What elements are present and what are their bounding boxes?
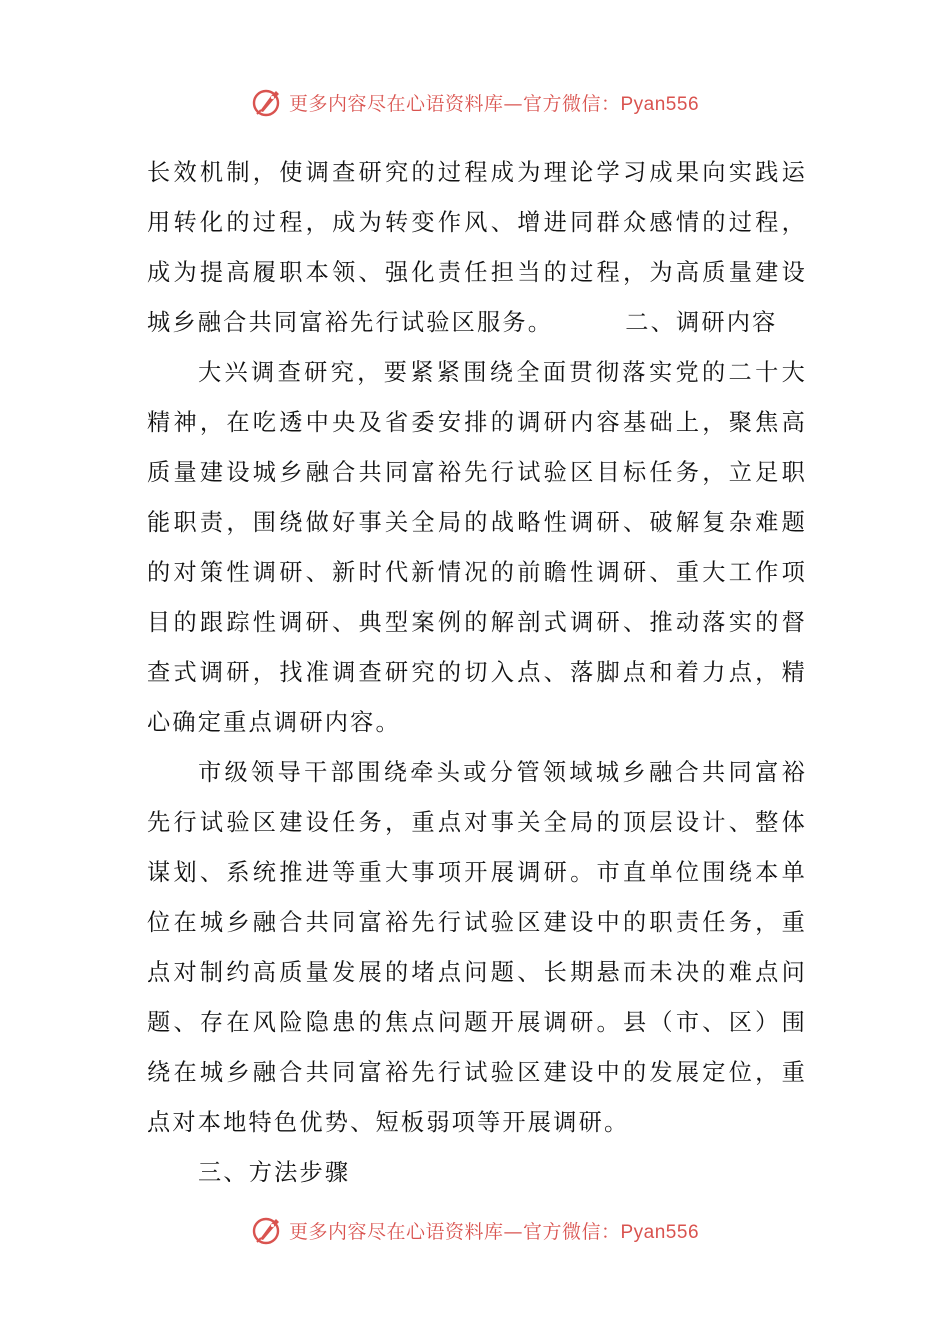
header-watermark (0, 82, 950, 122)
section-2-heading: 二、调研内容 (625, 309, 778, 336)
watermark-text (289, 1217, 699, 1244)
paragraph-2: 大兴调查研究，要紧紧围绕全面贯彻落实党的二十大精神，在吃透中央及省委安排的调研内容基础上，聚焦高质量建设城乡融合共同富裕先行试验区目标任务，立足职能职责，围绕做好事关全局的战略性调研、破解复杂难题的对策性调研、新时代新情况的前瞻性调研、重大工作项目的跟踪性调研、典型案例的解剖式调研、推动落实的督查式调研，找准调查研究的切入点、落脚点和着力点，精心确定重点调研内容。 (147, 359, 807, 736)
section-3-heading: 三、方法步骤 (198, 1159, 351, 1186)
watermark-label: 更多内容尽在心语资料库—官方微信： (288, 92, 621, 115)
paragraph-1-text: 长效机制，使调查研究的过程成为理论学习成果向实践运用转化的过程，成为转变作风、增进同群众感情的过程，成为提高履职本领、强化责任担当的过程，为高质量建设城乡融合共同富裕先行试验区服务。 (147, 159, 807, 336)
watermark-wechat-id: Pyan556 (620, 93, 700, 115)
watermark-wechat-id: Pyan556 (620, 1221, 700, 1243)
pen-nib-logo-icon (251, 1213, 285, 1247)
footer-watermark (0, 1210, 950, 1250)
document-body (147, 148, 807, 1198)
watermark-text (289, 89, 699, 116)
pen-nib-logo-icon (251, 85, 285, 119)
watermark-label: 更多内容尽在心语资料库—官方微信： (288, 1220, 621, 1243)
paragraph-3: 市级领导干部围绕牵头或分管领域城乡融合共同富裕先行试验区建设任务，重点对事关全局的顶层设计、整体谋划、系统推进等重大事项开展调研。市直单位围绕本单位在城乡融合共同富裕先行试验区建设中的职责任务，重点对制约高质量发展的堵点问题、长期悬而未决的难点问题、存在风险隐患的焦点问题开展调研。县（市、区）围绕在城乡融合共同富裕先行试验区建设中的发展定位，重点对本地特色优势、短板弱项等开展调研。 (147, 759, 807, 1136)
paragraph-continuation (147, 148, 807, 348)
